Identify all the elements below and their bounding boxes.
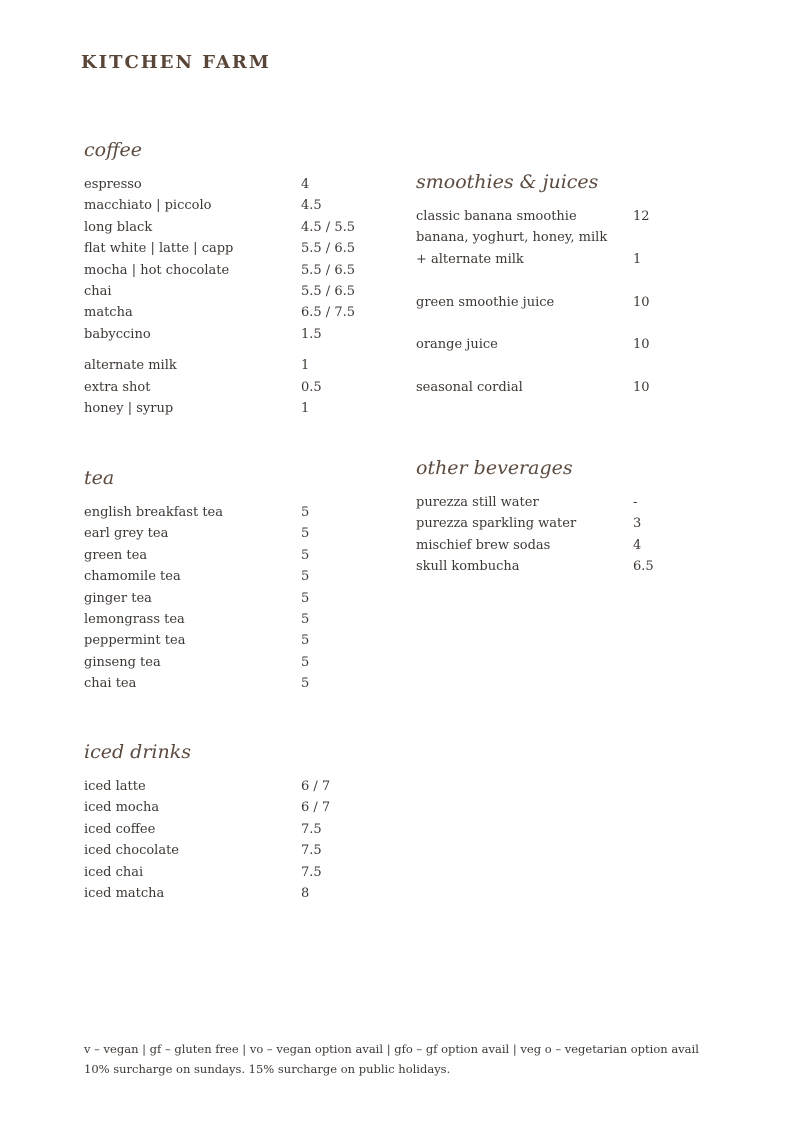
- item-price: 4: [633, 537, 642, 553]
- item-name: alternate milk: [84, 358, 177, 374]
- item-price: 10: [633, 294, 650, 310]
- menu-item: [84, 840, 330, 861]
- item-price: 7.5: [301, 864, 322, 880]
- item-price: -: [633, 495, 638, 510]
- smoothies-section: [416, 170, 650, 399]
- item-name: espresso: [84, 177, 142, 192]
- item-name: iced coffee: [84, 821, 156, 837]
- item-name: long black: [84, 219, 153, 235]
- menu-item: [84, 883, 330, 904]
- menu-item: [84, 324, 355, 345]
- menu-item: [416, 206, 650, 227]
- item-price: 0.5: [301, 379, 322, 395]
- surcharge-note: 10% surcharge on sundays. 15% surcharge on public holidays.: [84, 1061, 451, 1076]
- item-price: 1: [301, 358, 310, 374]
- smoothies-heading: smoothies & juices: [416, 171, 599, 193]
- menu-item: [84, 630, 309, 651]
- item-name: mocha | hot chocolate: [84, 262, 230, 278]
- menu-item: [84, 281, 355, 302]
- item-price: 5: [301, 654, 310, 670]
- item-price: 6 / 7: [301, 779, 331, 794]
- menu-item: [84, 174, 355, 195]
- coffee-heading: coffee: [84, 139, 143, 161]
- item-name: earl grey tea: [84, 526, 169, 542]
- item-name: english breakfast tea: [84, 505, 223, 520]
- item-name: green tea: [84, 547, 148, 563]
- item-name: peppermint tea: [84, 633, 186, 649]
- menu-item: [84, 862, 330, 883]
- item-name: macchiato | piccolo: [84, 198, 212, 214]
- menu-item: [84, 797, 330, 818]
- menu-extra: [84, 377, 355, 398]
- item-name: iced chocolate: [84, 843, 179, 859]
- item-price: 7.5: [301, 821, 322, 837]
- menu-item: [84, 588, 309, 609]
- item-name: chai tea: [84, 676, 137, 692]
- item-name: + alternate milk: [416, 251, 524, 267]
- item-name: iced mocha: [84, 800, 160, 816]
- spacer: [416, 313, 650, 334]
- item-name: green smoothie juice: [416, 294, 555, 310]
- item-price: 5: [301, 612, 310, 628]
- item-name: seasonal cordial: [416, 380, 523, 396]
- item-name: skull kombucha: [416, 559, 520, 575]
- item-price: 5: [301, 633, 310, 649]
- tea-list: [84, 502, 309, 695]
- tea-heading: tea: [84, 467, 115, 489]
- item-price: 5.5 / 6.5: [301, 284, 355, 300]
- item-name: flat white | latte | capp: [84, 241, 234, 257]
- menu-item: [84, 260, 355, 281]
- item-name: iced latte: [84, 779, 146, 794]
- footer-notes: [84, 1040, 699, 1079]
- item-price: 5: [301, 547, 310, 563]
- menu-extra: [84, 398, 355, 419]
- item-name: purezza sparkling water: [416, 516, 577, 532]
- menu-item: [84, 545, 309, 566]
- menu-item: [84, 502, 309, 523]
- item-price: 7.5: [301, 843, 322, 859]
- menu-item: [416, 556, 654, 577]
- other-beverages-list: [416, 492, 654, 578]
- item-price: 12: [633, 209, 650, 224]
- menu-item: [416, 334, 650, 355]
- iced-drinks-heading: iced drinks: [84, 741, 191, 763]
- item-name: chai: [84, 284, 112, 300]
- menu-item: [84, 609, 309, 630]
- item-description: [416, 227, 650, 248]
- item-price: 1: [633, 251, 642, 267]
- menu-item: [416, 492, 654, 513]
- item-price: 1.5: [301, 326, 322, 342]
- menu-item: [416, 513, 654, 534]
- spacer: [84, 345, 355, 355]
- other-beverages-heading: other beverages: [416, 457, 573, 479]
- item-price: 5: [301, 676, 310, 692]
- item-price: 4: [301, 177, 310, 192]
- smoothies-list: [416, 206, 650, 399]
- menu-item: [416, 377, 650, 398]
- tea-section: [84, 466, 309, 695]
- item-price: 3: [633, 516, 642, 532]
- item-price: 5: [301, 590, 310, 606]
- item-price: 8: [301, 886, 310, 902]
- item-name: purezza still water: [416, 495, 539, 510]
- menu-item: [84, 238, 355, 259]
- item-name: iced matcha: [84, 886, 165, 902]
- menu-item: [84, 673, 309, 694]
- item-price: 10: [633, 380, 650, 396]
- menu-item: [84, 523, 309, 544]
- coffee-list: [84, 174, 355, 419]
- dietary-legend: v – vegan | gf – gluten free | vo – vegan option avail | gfo – gf option avail | veg o – vegetarian option avail: [84, 1042, 699, 1056]
- item-price: 6.5 / 7.5: [301, 305, 355, 321]
- item-name: mischief brew sodas: [416, 537, 551, 553]
- item-name: babyccino: [84, 326, 151, 342]
- item-price: 4.5 / 5.5: [301, 219, 355, 235]
- item-price: 6.5: [633, 559, 654, 575]
- item-price: 6 / 7: [301, 800, 331, 816]
- item-name: iced chai: [84, 864, 144, 880]
- spacer: [416, 356, 650, 377]
- iced-drinks-section: [84, 740, 330, 904]
- other-beverages-section: [416, 456, 654, 578]
- item-price: 5: [301, 569, 310, 585]
- item-price: 5.5 / 6.5: [301, 241, 355, 257]
- menu-item: [416, 292, 650, 313]
- item-price: 10: [633, 337, 650, 353]
- item-price: 5: [301, 505, 310, 520]
- item-price: 1: [301, 401, 310, 417]
- item-name: lemongrass tea: [84, 612, 185, 628]
- menu-item: [84, 652, 309, 673]
- menu-item: [84, 819, 330, 840]
- item-name: ginseng tea: [84, 654, 161, 670]
- item-name: classic banana smoothie: [416, 209, 577, 224]
- menu-item: [84, 776, 330, 797]
- item-name: orange juice: [416, 337, 498, 353]
- spacer: [416, 270, 650, 291]
- item-price: 5.5 / 6.5: [301, 262, 355, 278]
- item-description-text: banana, yoghurt, honey, milk: [416, 230, 608, 246]
- coffee-section: [84, 138, 355, 419]
- item-name: extra shot: [84, 379, 151, 395]
- iced-drinks-list: [84, 776, 330, 904]
- menu-item: [84, 566, 309, 587]
- item-name: matcha: [84, 305, 133, 321]
- item-name: honey | syrup: [84, 401, 174, 417]
- menu-item: [84, 195, 355, 216]
- brand-title: KITCHEN FARM: [81, 52, 271, 73]
- item-name: ginger tea: [84, 590, 152, 606]
- menu-extra: [416, 249, 650, 270]
- item-name: chamomile tea: [84, 569, 181, 585]
- item-price: 4.5: [301, 198, 322, 214]
- menu-extra: [84, 355, 355, 376]
- menu-item: [84, 302, 355, 323]
- menu-item: [84, 217, 355, 238]
- menu-item: [416, 535, 654, 556]
- item-price: 5: [301, 526, 310, 542]
